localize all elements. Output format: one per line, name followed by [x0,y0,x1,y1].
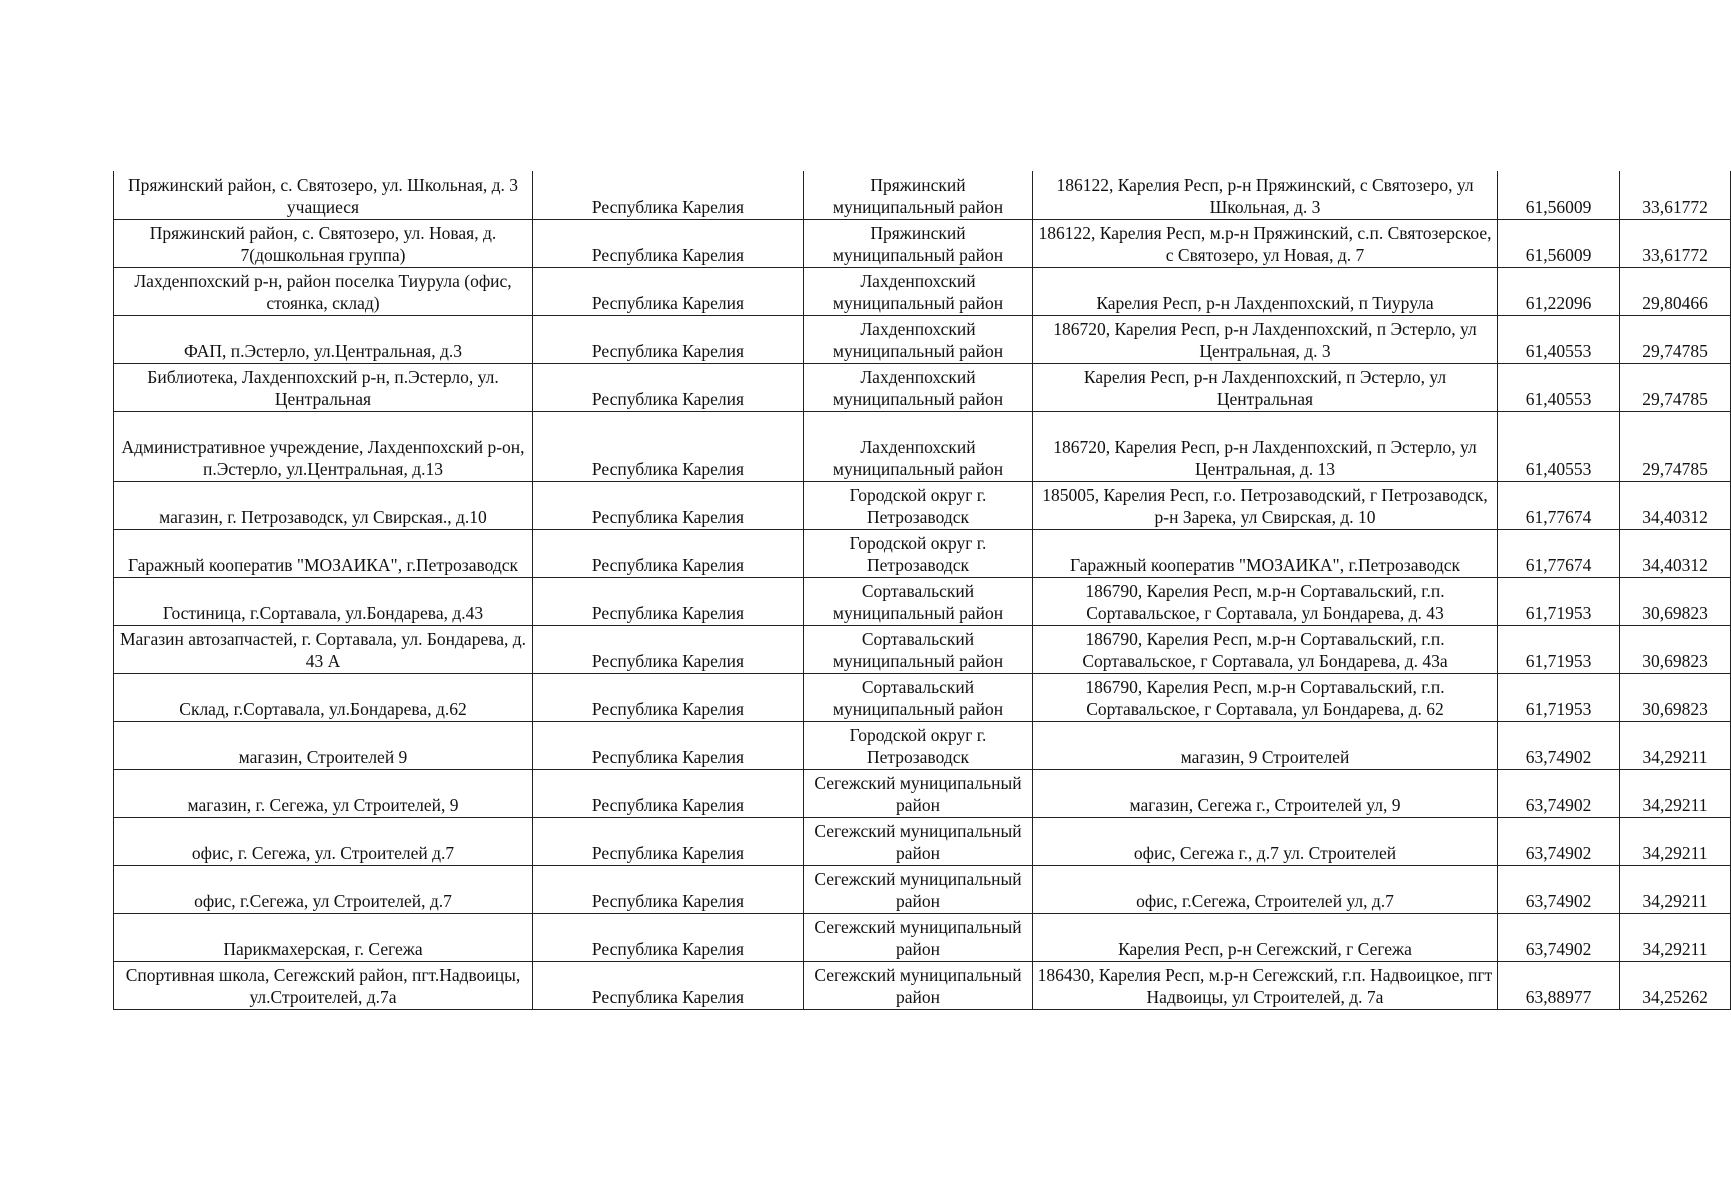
latitude-cell: 61,71953 [1498,577,1620,625]
object-name-cell: Гаражный кооператив "МОЗАИКА", г.Петрозаводск [114,529,533,577]
latitude-cell: 63,74902 [1498,913,1620,961]
address-cell: офис, г.Сегежа, Строителей ул, д.7 [1033,865,1498,913]
longitude-cell: 29,74785 [1620,315,1731,363]
table-row [114,817,1731,865]
municipality-cell: Городской округ г. Петрозаводск [804,529,1033,577]
object-name-cell: Лахденпохский р-н, район поселка Тиурула (офис, стоянка, склад) [114,267,533,315]
address-cell: магазин, 9 Строителей [1033,721,1498,769]
object-name-cell: Пряжинский район, с. Святозеро, ул. Новая, д. 7(дошкольная группа) [114,219,533,267]
longitude-cell: 30,69823 [1620,673,1731,721]
region-cell: Республика Карелия [533,481,804,529]
longitude-cell: 30,69823 [1620,625,1731,673]
address-cell: 186720, Карелия Респ, р-н Лахденпохский, п Эстерло, ул Центральная, д. 13 [1033,411,1498,481]
longitude-cell: 34,29211 [1620,913,1731,961]
longitude-cell: 34,25262 [1620,961,1731,1009]
region-cell: Республика Карелия [533,769,804,817]
table-row [114,577,1731,625]
longitude-cell: 34,40312 [1620,481,1731,529]
latitude-cell: 61,56009 [1498,171,1620,219]
municipality-cell: Сегежский муниципальный район [804,817,1033,865]
object-name-cell: магазин, г. Сегежа, ул Строителей, 9 [114,769,533,817]
address-cell: 186720, Карелия Респ, р-н Лахденпохский, п Эстерло, ул Центральная, д. 3 [1033,315,1498,363]
object-name-cell: Пряжинский район, с. Святозеро, ул. Школьная, д. 3 учащиеся [114,171,533,219]
region-cell: Республика Карелия [533,865,804,913]
region-cell: Республика Карелия [533,817,804,865]
table-row [114,267,1731,315]
address-cell: офис, Сегежа г., д.7 ул. Строителей [1033,817,1498,865]
region-cell: Республика Карелия [533,363,804,411]
municipality-cell: Сегежский муниципальный район [804,913,1033,961]
municipality-cell: Пряжинский муниципальный район [804,171,1033,219]
table-row [114,721,1731,769]
municipality-cell: Пряжинский муниципальный район [804,219,1033,267]
latitude-cell: 61,22096 [1498,267,1620,315]
municipality-cell: Сегежский муниципальный район [804,865,1033,913]
object-name-cell: ФАП, п.Эстерло, ул.Центральная, д.3 [114,315,533,363]
region-cell: Республика Карелия [533,577,804,625]
object-name-cell: Административное учреждение, Лахденпохский р-он, п.Эстерло, ул.Центральная, д.13 [114,411,533,481]
longitude-cell: 33,61772 [1620,219,1731,267]
address-cell: 186790, Карелия Респ, м.р-н Сортавальский, г.п. Сортавальское, г Сортавала, ул Бондарева, д. 62 [1033,673,1498,721]
municipality-cell: Лахденпохский муниципальный район [804,411,1033,481]
address-cell: 186430, Карелия Респ, м.р-н Сегежский, г.п. Надвоицкое, пгт Надвоицы, ул Строителей, д. 7а [1033,961,1498,1009]
municipality-cell: Сортавальский муниципальный район [804,625,1033,673]
region-cell: Республика Карелия [533,411,804,481]
object-name-cell: Парикмахерская, г. Сегежа [114,913,533,961]
table-row [114,219,1731,267]
address-cell: 186790, Карелия Респ, м.р-н Сортавальский, г.п. Сортавальское, г Сортавала, ул Бондарева, д. 43а [1033,625,1498,673]
object-name-cell: Библиотека, Лахденпохский р-н, п.Эстерло, ул. Центральная [114,363,533,411]
object-name-cell: офис, г.Сегежа, ул Строителей, д.7 [114,865,533,913]
object-name-cell: Спортивная школа, Сегежский район, пгт.Надвоицы, ул.Строителей, д.7а [114,961,533,1009]
longitude-cell: 34,29211 [1620,721,1731,769]
table-row [114,363,1731,411]
latitude-cell: 61,40553 [1498,411,1620,481]
longitude-cell: 30,69823 [1620,577,1731,625]
municipality-cell: Сегежский муниципальный район [804,769,1033,817]
address-cell: 186790, Карелия Респ, м.р-н Сортавальский, г.п. Сортавальское, г Сортавала, ул Бондарева, д. 43 [1033,577,1498,625]
object-name-cell: магазин, Строителей 9 [114,721,533,769]
address-cell: магазин, Сегежа г., Строителей ул, 9 [1033,769,1498,817]
address-cell: 186122, Карелия Респ, р-н Пряжинский, с Святозеро, ул Школьная, д. 3 [1033,171,1498,219]
latitude-cell: 63,74902 [1498,769,1620,817]
municipality-cell: Сортавальский муниципальный район [804,673,1033,721]
region-cell: Республика Карелия [533,961,804,1009]
longitude-cell: 34,29211 [1620,817,1731,865]
region-cell: Республика Карелия [533,529,804,577]
object-name-cell: Магазин автозапчастей, г. Сортавала, ул. Бондарева, д. 43 А [114,625,533,673]
municipality-cell: Сегежский муниципальный район [804,961,1033,1009]
latitude-cell: 61,71953 [1498,673,1620,721]
latitude-cell: 63,88977 [1498,961,1620,1009]
object-name-cell: офис, г. Сегежа, ул. Строителей д.7 [114,817,533,865]
table-row [114,529,1731,577]
table-row [114,913,1731,961]
municipality-cell: Городской округ г. Петрозаводск [804,721,1033,769]
address-cell: 185005, Карелия Респ, г.о. Петрозаводский, г Петрозаводск, р-н Зарека, ул Свирская, д. 10 [1033,481,1498,529]
longitude-cell: 34,29211 [1620,769,1731,817]
municipality-cell: Лахденпохский муниципальный район [804,315,1033,363]
longitude-cell: 29,74785 [1620,411,1731,481]
region-cell: Республика Карелия [533,625,804,673]
latitude-cell: 63,74902 [1498,721,1620,769]
municipality-cell: Лахденпохский муниципальный район [804,267,1033,315]
latitude-cell: 61,77674 [1498,529,1620,577]
longitude-cell: 33,61772 [1620,171,1731,219]
table-row [114,171,1731,219]
region-cell: Республика Карелия [533,219,804,267]
table-row [114,961,1731,1009]
municipality-cell: Лахденпохский муниципальный район [804,363,1033,411]
region-cell: Республика Карелия [533,171,804,219]
object-name-cell: Гостиница, г.Сортавала, ул.Бондарева, д.43 [114,577,533,625]
latitude-cell: 63,74902 [1498,865,1620,913]
table-row [114,769,1731,817]
longitude-cell: 34,29211 [1620,865,1731,913]
region-cell: Республика Карелия [533,315,804,363]
address-cell: Гаражный кооператив "МОЗАИКА", г.Петрозаводск [1033,529,1498,577]
address-cell: 186122, Карелия Респ, м.р-н Пряжинский, с.п. Святозерское, с Святозеро, ул Новая, д. 7 [1033,219,1498,267]
address-cell: Карелия Респ, р-н Лахденпохский, п Тиурула [1033,267,1498,315]
longitude-cell: 34,40312 [1620,529,1731,577]
region-cell: Республика Карелия [533,721,804,769]
longitude-cell: 29,74785 [1620,363,1731,411]
address-cell: Карелия Респ, р-н Сегежский, г Сегежа [1033,913,1498,961]
region-cell: Республика Карелия [533,267,804,315]
object-name-cell: магазин, г. Петрозаводск, ул Свирская., д.10 [114,481,533,529]
longitude-cell: 29,80466 [1620,267,1731,315]
municipality-cell: Городской округ г. Петрозаводск [804,481,1033,529]
object-name-cell: Склад, г.Сортавала, ул.Бондарева, д.62 [114,673,533,721]
table-body [114,171,1731,1009]
latitude-cell: 61,71953 [1498,625,1620,673]
latitude-cell: 61,77674 [1498,481,1620,529]
region-cell: Республика Карелия [533,673,804,721]
latitude-cell: 61,40553 [1498,315,1620,363]
municipality-cell: Сортавальский муниципальный район [804,577,1033,625]
table-row [114,865,1731,913]
table-row [114,673,1731,721]
latitude-cell: 63,74902 [1498,817,1620,865]
latitude-cell: 61,40553 [1498,363,1620,411]
table-row [114,481,1731,529]
locations-table [113,171,1731,1010]
address-cell: Карелия Респ, р-н Лахденпохский, п Эстерло, ул Центральная [1033,363,1498,411]
table-row [114,625,1731,673]
table-row [114,411,1731,481]
latitude-cell: 61,56009 [1498,219,1620,267]
table-row [114,315,1731,363]
region-cell: Республика Карелия [533,913,804,961]
